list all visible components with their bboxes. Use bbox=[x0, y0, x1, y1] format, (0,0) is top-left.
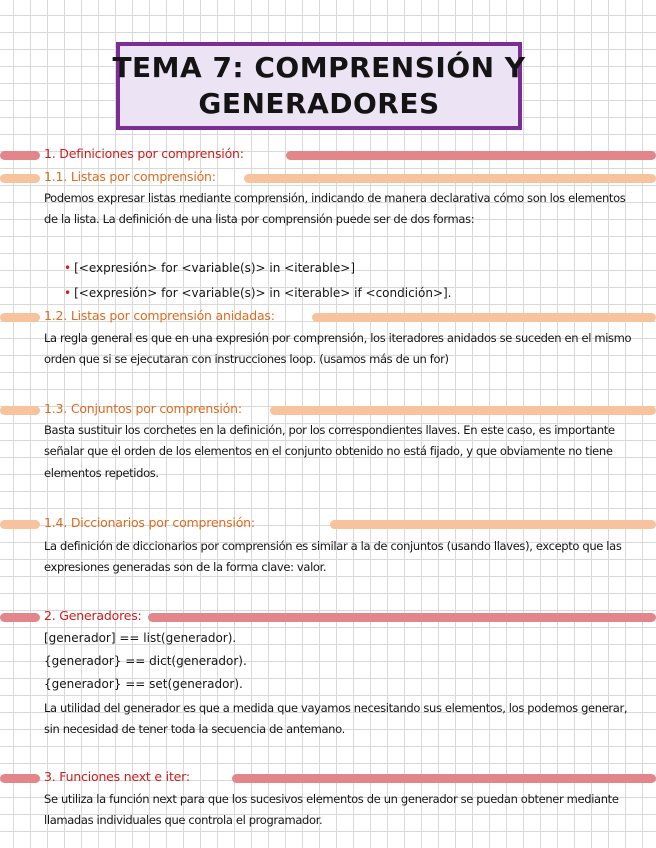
heading-bar-left bbox=[0, 520, 40, 529]
heading-section-1-1 bbox=[0, 170, 656, 186]
paragraph-listas: Podemos expresar listas mediante comprensión, indicando de manera declarativa cómo son los elementos de la lista. La definición de una lista por comprensión puede ser de dos formas: bbox=[44, 191, 626, 227]
heading-bar-left bbox=[0, 406, 40, 415]
heading-bar-right bbox=[312, 313, 656, 322]
heading-section-2 bbox=[0, 609, 656, 625]
list-item bbox=[64, 283, 452, 303]
heading-text: 1.2. Listas por comprensión anidadas: bbox=[44, 308, 275, 323]
paragraph-conjuntos: Basta sustituir los corchetes en la definición, por los correspondientes llaves. En este caso, es importante señalar que el orden de los elementos en el conjunto obtenido no está fijado, y que obviamente no tiene elementos repetidos. bbox=[44, 423, 615, 480]
heading-bar-right bbox=[270, 406, 656, 415]
list-item bbox=[64, 258, 355, 278]
bullet-dot-icon: • bbox=[64, 286, 72, 300]
title-line-2: GENERADORES bbox=[198, 87, 440, 120]
heading-text: 3. Funciones next e iter: bbox=[44, 769, 190, 784]
heading-bar-right bbox=[232, 774, 656, 783]
bullet-text: [<expresión> for <variable(s)> in <iterable> if <condición>]. bbox=[74, 286, 452, 300]
heading-text: 1.1. Listas por comprensión: bbox=[44, 169, 216, 184]
title-box bbox=[112, 42, 526, 130]
heading-text: 1.3. Conjuntos por comprensión: bbox=[44, 401, 242, 416]
heading-text: 2. Generadores: bbox=[44, 608, 142, 623]
code-line: {generador} == set(generador). bbox=[44, 677, 243, 691]
heading-text: 1.4. Diccionarios por comprensión: bbox=[44, 515, 255, 530]
code-line: [generador] == list(generador). bbox=[44, 631, 237, 645]
code-line: {generador} == dict(generador). bbox=[44, 654, 247, 668]
heading-bar-right bbox=[148, 613, 656, 622]
heading-bar-left bbox=[0, 151, 40, 160]
heading-bar-left bbox=[0, 174, 40, 183]
heading-section-3 bbox=[0, 770, 656, 786]
heading-bar-left bbox=[0, 313, 40, 322]
paragraph-diccionarios: La definición de diccionarios por comprensión es similar a la de conjuntos (usando llaves), excepto que las expresiones generadas son de la forma clave: valor. bbox=[44, 539, 622, 575]
paragraph-listas-anidadas: La regla general es que en una expresión por comprensión, los iteradores anidados se suceden en el mismo orden que si se ejecutaran con instrucciones loop. (usamos más de un for) bbox=[44, 331, 632, 367]
heading-section-1-2 bbox=[0, 309, 656, 325]
heading-bar-right bbox=[330, 520, 656, 529]
heading-bar-left bbox=[0, 613, 40, 622]
heading-bar-left bbox=[0, 774, 40, 783]
title-line-1: TEMA 7: COMPRENSIÓN Y bbox=[112, 51, 526, 84]
heading-section-1 bbox=[0, 147, 656, 163]
heading-text: 1. Definiciones por comprensión: bbox=[44, 146, 244, 161]
bullet-text: [<expresión> for <variable(s)> in <iterable>] bbox=[74, 261, 356, 275]
paragraph-next-iter: Se utiliza la función next para que los sucesivos elementos de un generador se puedan obtener mediante llamadas individuales que controla el programador. bbox=[44, 792, 619, 828]
paragraph-generadores: La utilidad del generador es que a medida que vayamos necesitando sus elementos, los podemos generar, sin necesidad de tener toda la secuencia de antemano. bbox=[44, 701, 628, 737]
heading-section-1-3 bbox=[0, 402, 656, 418]
bullet-dot-icon: • bbox=[64, 261, 72, 275]
heading-section-1-4 bbox=[0, 516, 656, 532]
heading-bar-right bbox=[244, 174, 656, 183]
heading-bar-right bbox=[286, 151, 656, 160]
